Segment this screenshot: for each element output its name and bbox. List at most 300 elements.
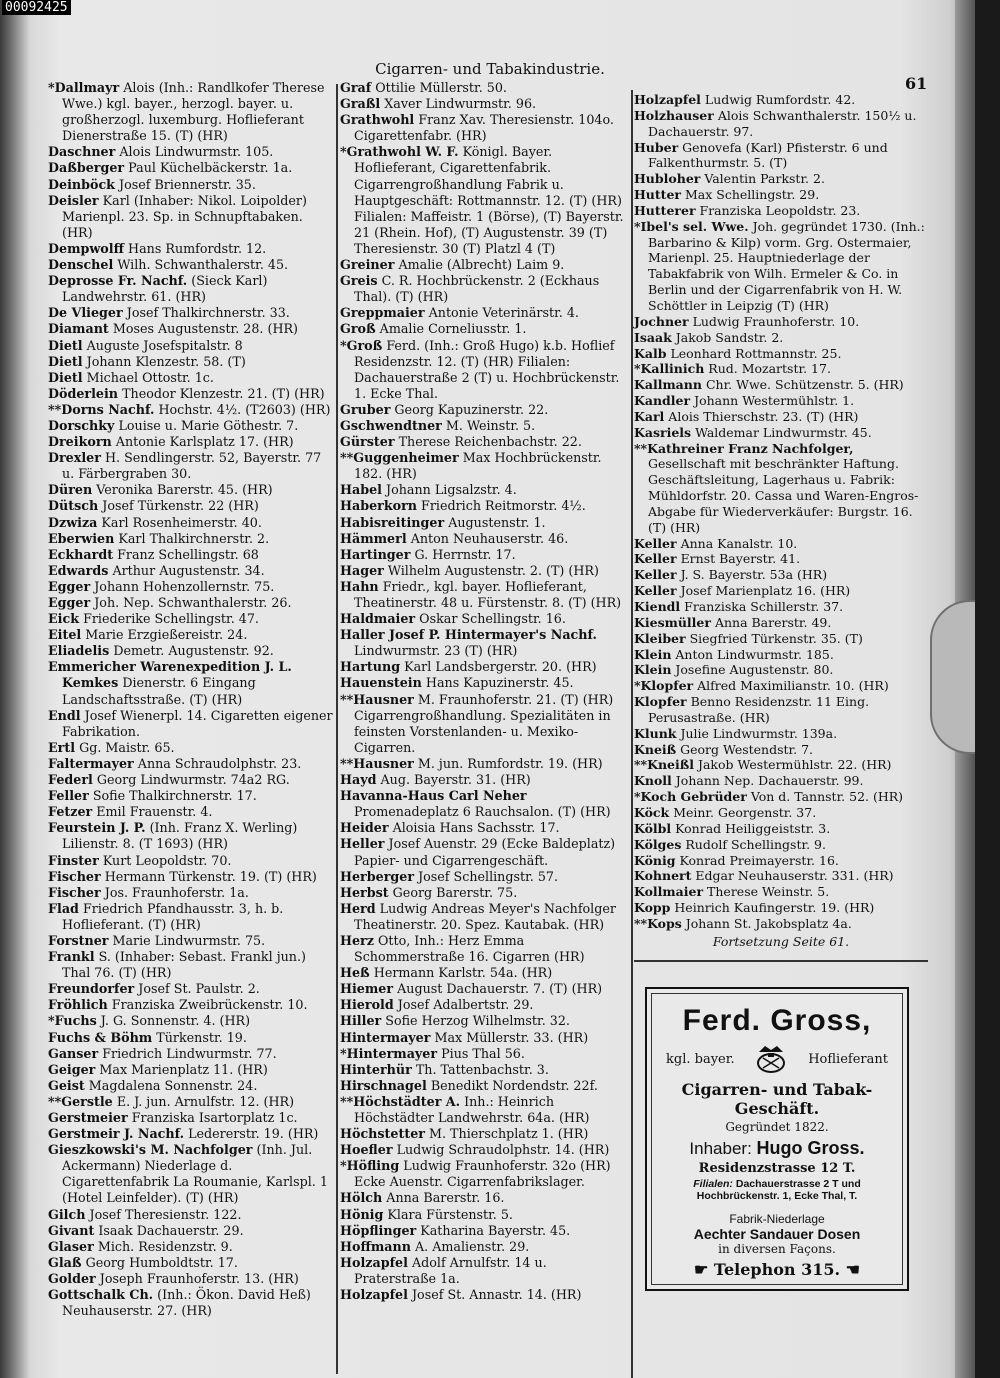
entry-details: Therese Reichenbachstr. 22. [398,434,582,450]
entry-details: Chr. Wwe. Schützenstr. 5. (HR) [705,377,904,393]
entry-details: Rud. Mozartstr. 17. [708,361,831,377]
entry-details: G. Herrnstr. 17. [414,546,516,562]
entry-details: Leonhard Rottmannstr. 25. [670,345,842,361]
directory-entry [48,1255,334,1271]
entry-name: Geiger [48,1061,96,1077]
entry-details: Otto, Inh.: Herz Emma Schommerstraße 16. Cigarren (HR) [354,932,585,965]
entry-name: Kiendl [634,599,681,614]
directory-entry [48,1207,334,1223]
entry-details: Magdalena Sonnenstr. 24. [88,1077,258,1093]
directory-entry [48,498,334,514]
entry-details: Siegfried Türkenstr. 35. (T) [689,630,863,646]
directory-entry [340,756,630,772]
entry-details: Jakob Westermühlstr. 22. (HR) [697,757,892,773]
entry-name: Ganser [48,1045,99,1061]
entry-details: Konrad Heiliggeiststr. 3. [675,820,831,836]
ad-left-title: kgl. bayer. [666,1051,735,1067]
entry-name: Keller [634,551,677,567]
entry-name: Huber [634,139,679,155]
directory-entry [48,853,334,869]
entry-details: Benno Residenzstr. 11 Eing. Perusastraße. (HR) [648,694,870,725]
directory-entry [340,321,630,337]
entry-details: Josef Auenstr. 29 (Ecke Baldeplatz) Papier- und Cigarrengeschäft. [354,836,616,868]
directory-entry [634,837,928,853]
directory-entry [48,740,334,756]
directory-entry [634,536,928,552]
directory-entry [634,868,928,884]
entry-details: Amalie (Albrecht) Laim 9. [398,257,565,273]
page-number: 61 [905,74,928,93]
entry-details: Jakob Sandstr. 2. [675,329,784,345]
entry-name: **Kneißl [634,757,694,773]
entry-name: Gruber [340,401,391,417]
entry-name: Kandler [634,393,691,409]
entry-details: Joh. Nep. Schwanthalerstr. 26. [94,595,292,610]
directory-entry [48,531,334,547]
entry-name: Feller [48,788,89,804]
directory-entry [340,273,630,305]
entry-name: Heller [340,836,385,852]
entry-details: Alois Lindwurmstr. 105. [119,144,274,160]
directory-entry [48,402,334,418]
directory-entry [634,742,928,758]
directory-entry [634,108,928,140]
ad-company-name: Ferd. Gross, [682,1004,872,1037]
entry-details: Georg Barerstr. 75. [392,884,518,900]
directory-entry [48,1126,334,1142]
page-header-title: Cigarren- und Tabakindustrie. [375,60,605,78]
entry-name: *Fuchs [48,1013,97,1029]
entry-name: Kohnert [634,868,692,884]
directory-entry [48,611,334,627]
entry-name: Hämmerl [340,530,407,546]
entry-details: Franziska Schillerstr. 37. [684,599,844,614]
directory-entry [340,1190,630,1206]
directory-entry [48,450,334,482]
entry-name: Diamant [48,321,109,337]
directory-entry [48,820,334,852]
entry-name: Kollmaier [634,884,704,900]
entry-name: Herbst [340,884,389,900]
entry-name: Eberwien [48,530,115,546]
entry-details: A. Amalienstr. 29. [415,1238,530,1254]
entry-name: Hintermayer [340,1029,431,1045]
entry-details: Joh. gegründet 1730. (Inh.: Barbarino & Kilp) vorm. Grg. Ostermaier, Marienpl. 25. Hauptniederlage der Tabakfabrik von Wilh. Ermeler & Co. in Berlin und der Cigarrenfabrik von H. W. Schöttler in Leipzig (T) (HR) [648,218,925,313]
directory-entry [48,1030,334,1046]
entry-details: M. jun. Rumfordstr. 19. (HR) [417,755,603,771]
entry-details: Adolf Arnulfstr. 14 u. Praterstraße 1a. [354,1254,547,1286]
entry-name: Dreikorn [48,434,112,450]
directory-entry [48,305,334,321]
entry-name: Kopp [634,900,671,916]
directory-entry [48,273,334,305]
entry-name: **Hausner [340,691,414,707]
advertisement-ferd-gross [645,987,909,1291]
entry-name: Glaser [48,1238,94,1254]
entry-details: Emil Frauenstr. 4. [96,804,213,820]
entry-name: Forstner [48,932,109,948]
entry-details: Gg. Maistr. 65. [79,739,175,755]
entry-name: Kölges [634,836,682,852]
entry-name: Klunk [634,725,677,741]
directory-entry [48,885,334,901]
entry-details: M. Weinstr. 5. [445,417,536,433]
directory-entry [48,354,334,370]
directory-entry [340,338,630,402]
entry-name: Dietl [48,337,83,353]
entry-details: Max Schellingstr. 29. [684,187,820,203]
directory-entry [48,515,334,531]
entry-name: Kallmann [634,377,702,393]
directory-entry [340,788,630,820]
entry-name: Deinböck [48,176,115,192]
directory-entry [340,1158,630,1190]
entry-name: Höpflinger [340,1222,417,1238]
entry-details: Hans Kapuzinerstr. 45. [425,675,574,691]
directory-entry [634,916,928,932]
directory-entry [48,547,334,563]
directory-entry [634,393,928,409]
entry-name: Döderlein [48,385,119,401]
entry-name: Hierold [340,997,394,1013]
directory-entry [340,1046,630,1062]
entry-name: Hoffmann [340,1238,411,1254]
directory-entry [340,1126,630,1142]
directory-entry [340,257,630,273]
entry-name: Gerstmeir J. Nachf. [48,1126,185,1142]
entry-details: Johann Nep. Dachauerstr. 99. [675,773,864,789]
directory-entry [340,997,630,1013]
entry-name: Hoefler [340,1142,393,1158]
entry-name: Fetzer [48,804,93,820]
directory-entry [340,659,630,675]
entry-name: Holzapfel [340,1254,408,1270]
entry-details: Xaver Lindwurmstr. 96. [384,96,537,112]
entry-details: Josefine Augustenstr. 80. [675,662,834,678]
entry-details: M. Fraunhoferstr. 21. (T) (HR) Cigarrengroßhandlung. Spezialitäten in feinsten Vorstenlanden- u. Mexiko-Cigarren. [354,691,614,755]
entry-name: Eick [48,611,80,627]
entry-name: Faltermayer [48,755,134,771]
entry-details: Ludwig Rumfordstr. 42. [704,92,856,107]
entry-details: Mich. Residenzstr. 9. [97,1238,233,1254]
entry-name: Frankl [48,949,95,965]
directory-entry [634,599,928,615]
entry-details: Anna Barerstr. 49. [714,614,832,630]
directory-entry [340,1142,630,1158]
entry-details: Benedikt Nordendstr. 22f. [430,1077,598,1093]
entry-details: Th. Tattenbachstr. 3. [415,1061,549,1077]
directory-entry [340,144,630,257]
directory-entry [48,1094,334,1110]
entry-name: Drexler [48,450,101,466]
directory-entry [340,547,630,563]
directory-entry [340,1239,630,1255]
entry-details: H. Sendlingerstr. 52, Bayerstr. 77 u. Färbergraben 30. [62,450,322,482]
entry-details: Inh.: Heinrich Höchstädter Landwehrstr. 64a. (HR) [354,1093,590,1125]
entry-details: Ledererstr. 19. (HR) [188,1126,319,1142]
directory-entry [340,981,630,997]
entry-name: Denschel [48,257,114,273]
entry-details: Anton Neuhauserstr. 46. [410,530,569,546]
ad-factory-product: Aechter Sandauer Dosen [693,1226,861,1242]
directory-entry [48,1287,334,1319]
directory-entry [634,567,928,583]
entry-details: Franziska Zweibrückenstr. 10. [111,997,308,1013]
directory-entry [340,772,630,788]
entry-details: Louise u. Marie Göthestr. 7. [118,417,299,433]
entry-name: Holzapfel [634,92,701,107]
entry-details: Valentin Parkstr. 2. [704,171,825,187]
directory-entry [340,531,630,547]
directory-entry [634,203,928,219]
entry-details: Therese Weinstr. 5. [707,884,830,900]
entry-details: Aloisia Hans Sachsstr. 17. [392,820,560,836]
ad-owner-label: Inhaber: [689,1139,752,1158]
entry-details: Alois Thierschstr. 23. (T) (HR) [668,408,859,424]
directory-entry [634,631,928,647]
entry-details: Edgar Neuhauserstr. 331. (HR) [695,868,894,884]
entry-name: Gieszkowski's M. Nachfolger [48,1142,253,1158]
entry-name: **Hausner [340,755,414,771]
directory-entry [634,409,928,425]
entry-details: Heinrich Kaufingerstr. 19. (HR) [674,900,875,916]
entry-details: Franziska Leopoldstr. 23. [699,202,861,218]
entry-details: Marie Erzgießereistr. 24. [85,627,248,643]
ad-owner [652,1138,902,1159]
entry-details: Pius Thal 56. [441,1045,525,1061]
directory-entry [634,314,928,330]
directory-entry [48,869,334,885]
entry-details: Jos. Fraunhoferstr. 1a. [104,884,249,900]
entry-details: Alois Schwanthalerstr. 150½ u. Dachauerstr. 97. [648,107,917,139]
entry-name: *Koch Gebrüder [634,789,747,805]
entry-name: *Kallinich [634,361,705,377]
entry-details: Meinr. Georgenstr. 37. [673,804,817,820]
ad-frame [651,993,903,1285]
directory-entry [48,1223,334,1239]
entry-details: Wilh. Schwanthalerstr. 45. [117,257,289,273]
entry-details: Max Hochbrückenstr. 182. (HR) [354,450,602,482]
entry-name: **Kops [634,915,682,931]
entry-details: Auguste Josefspitalstr. 8 [86,337,243,353]
directory-entry [634,219,928,314]
entry-details: Johann St. Jakobsplatz 4a. [685,915,852,931]
entry-details: Julie Lindwurmstr. 139a. [680,725,838,741]
directory-entry [340,1062,630,1078]
entry-details: S. (Inhaber: Sebast. Frankl jun.) Thal 76. (T) (HR) [62,949,306,981]
entry-name: Gilch [48,1206,86,1222]
entry-name: König [634,852,676,868]
entry-details: Georg Humboldtstr. 17. [85,1254,238,1270]
entry-name: Kneiß [634,741,677,757]
directory-entry [340,611,630,627]
entry-name: Kiesmüller [634,614,711,630]
entry-details: Aug. Bayerstr. 31. (HR) [380,772,531,788]
directory-entry [634,789,928,805]
entry-details: (Inh. Franz X. Werling) Lilienstr. 8. (T 1693) (HR) [62,820,298,852]
entry-name: Haldmaier [340,611,416,627]
entry-details: (Inh. Jul. Ackermann) Niederlage d. Cigarettenfabrik La Roumanie, Karlspl. 1 (Hotel Leinfelder). (T) (HR) [62,1142,328,1206]
directory-entry [634,647,928,663]
entry-details: Genovefa (Karl) Pfisterstr. 6 und Falkenthurmstr. 5. (T) [648,139,888,171]
directory-entry [48,788,334,804]
entry-details: J. S. Bayerstr. 53a (HR) [680,567,828,583]
directory-entry [340,869,630,885]
entry-details: Augustenstr. 1. [448,514,546,530]
ad-factory-label: Fabrik-Niederlage [729,1212,825,1226]
entry-details: Johann Hohenzollernstr. 75. [94,578,275,594]
directory-entry [340,836,630,868]
entry-name: Dietl [48,353,83,369]
entry-name: **Höchstädter A. [340,1093,461,1109]
directory-entry [48,1046,334,1062]
entry-name: Graßl [340,96,381,112]
directory-entry [340,482,630,498]
entry-details: Sofie Thalkirchnerstr. 17. [92,788,257,804]
entry-details: Veronika Barerstr. 45. (HR) [96,482,273,498]
directory-entry [48,338,334,354]
entry-name: *Dallmayr [48,80,120,95]
entry-details: Friedr., kgl. bayer. Hoflieferant, Theatinerstr. 48 u. Fürstenstr. 8. (T) (HR) [354,578,622,610]
entry-name: Eliadelis [48,643,110,659]
entry-name: *Höfling [340,1158,400,1174]
entry-details: August Dachauerstr. 7. (T) (HR) [397,981,603,997]
directory-entry [340,885,630,901]
entry-details: Ferd. (Inh.: Groß Hugo) k.b. Hoflief Residenzstr. 12. (T) (HR) Filialen: Dachauerstraße 2 (T) u. Hochbrückenstr. 1. Ecke Thal. [354,337,620,401]
entry-details: Dienerstr. 6 Eingang Landschaftsstraße. (T) (HR) [62,675,256,707]
entry-name: Givant [48,1222,95,1238]
entry-name: Grathwohl [340,112,415,128]
entry-details: Karl Rosenheimerstr. 40. [101,514,262,530]
entry-name: Golder [48,1270,96,1286]
directory-entry [48,434,334,450]
entry-details: Georg Lindwurmstr. 74a2 RG. [96,772,290,788]
directory-entry [634,441,928,536]
entry-details: Ludwig Andreas Meyer's Nachfolger Theatinerstr. 20. Spez. Kautabak. (HR) [354,900,616,932]
ad-telephone [652,1260,902,1279]
entry-details: Rudolf Schellingstr. 9. [685,836,826,852]
entry-name: Geist [48,1077,85,1093]
entry-details: Friederike Schellingstr. 47. [83,611,259,627]
entry-details: Amalie Corneliusstr. 1. [379,321,527,337]
entry-name: Dietl [48,369,83,385]
ad-founded: Gegründet 1822. [725,1120,829,1134]
entry-details: Josef Türkenstr. 22 (HR) [102,498,259,514]
entry-details: Marie Lindwurmstr. 75. [112,932,266,948]
ad-branches-label: Filialen: [693,1178,733,1190]
entry-name: Heß [340,965,370,981]
entry-details: Hans Rumfordstr. 12. [128,240,267,256]
entry-name: *Groß [340,337,383,353]
entry-name: Fuchs & Böhm [48,1029,153,1045]
entry-name: Düren [48,482,93,498]
directory-entry [340,627,630,659]
column-1 [48,80,334,1319]
entry-name: Gottschalk Ch. [48,1287,154,1303]
entry-name: Dempwolff [48,240,124,256]
entry-name: Hutter [634,187,681,203]
entry-name: Heider [340,820,389,836]
entry-details: Waldemar Lindwurmstr. 45. [695,424,872,440]
entry-name: Flad [48,900,79,916]
entry-details: Klara Fürstenstr. 5. [387,1206,513,1222]
directory-entry [340,96,630,112]
entry-details: Türkenstr. 19. [156,1029,247,1045]
entry-name: Jochner [634,313,689,329]
directory-entry [48,659,334,707]
entry-name: Kalb [634,345,667,361]
directory-entry [340,901,630,933]
ad-shop-type: Cigarren- und Tabak-Geschäft. [681,1080,873,1118]
directory-entry [340,112,630,144]
page-tab-shadow [930,600,975,754]
directory-entry [48,80,334,144]
entry-name: **Dorns Nachf. [48,401,155,417]
entry-name: Klein [634,646,672,662]
entry-name: Freundorfer [48,981,135,997]
entry-details: Georg Kapuzinerstr. 22. [394,401,549,417]
directory-entry [48,321,334,337]
entry-details: Georg Westendstr. 7. [680,741,814,757]
entry-details: Wilhelm Augustenstr. 2. (T) (HR) [387,562,599,578]
directory-entry [634,92,928,108]
directory-entry [48,257,334,273]
entry-name: Haberkorn [340,498,417,514]
directory-entry [48,1062,334,1078]
directory-entry [48,1271,334,1287]
entry-details: Lindwurmstr. 23 (T) (HR) [354,643,518,659]
entry-details: Demetr. Augustenstr. 92. [113,643,274,659]
directory-entry [48,1013,334,1029]
entry-name: Hirschnagel [340,1077,427,1093]
entry-details: Josef St. Annastr. 14. (HR) [411,1287,582,1303]
ad-owner-name: Hugo Gross. [756,1138,865,1158]
entry-name: Köck [634,804,670,820]
directory-entry [634,884,928,900]
entry-name: Edwards [48,562,109,578]
ad-branch-1: Dachauerstrasse 2 T und [735,1178,861,1190]
pointing-hand-icon: ☚ [840,1260,860,1279]
entry-details: Anna Barerstr. 16. [386,1190,505,1206]
entry-details: Arthur Augustenstr. 34. [112,562,265,578]
entry-name: Daßberger [48,160,125,176]
entry-name: Hartinger [340,546,411,562]
continuation-note: Fortsetzung Seite 61. [712,933,850,949]
directory-entry [634,662,928,678]
entry-details: Anna Schraudolphstr. 23. [137,755,302,771]
entry-details: Katharina Bayerstr. 45. [420,1222,571,1238]
entry-name: Eckhardt [48,546,114,562]
entry-details: Friedrich Lindwurmstr. 77. [102,1045,277,1061]
entry-details: Karl Landsbergerstr. 20. (HR) [404,659,597,675]
entry-details: Anton Lindwurmstr. 185. [675,646,834,662]
entry-name: Graf [340,80,372,95]
entry-name: Daschner [48,144,116,160]
directory-entry [48,627,334,643]
directory-entry [48,418,334,434]
directory-entry [634,377,928,393]
directory-entry [48,1239,334,1255]
entry-name: **Gerstle [48,1093,113,1109]
directory-entry [48,981,334,997]
entry-name: *Ibel's sel. Wwe. [634,218,749,234]
entry-name: Hauenstein [340,675,422,691]
entry-name: Holzapfel [340,1287,408,1303]
entry-name: Fischer [48,884,101,900]
directory-entry [48,482,334,498]
entry-details: Konrad Preimayerstr. 16. [679,852,839,868]
directory-entry [340,498,630,514]
